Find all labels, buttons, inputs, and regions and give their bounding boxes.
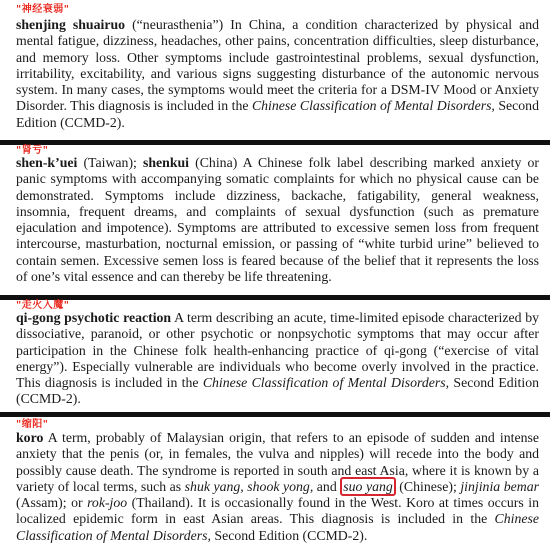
entry-text (16, 430, 539, 544)
entry-body: (Thailand). It is occasionally found in the West. Koro at times occurs in localized epidemic form in east Asian areas. This diagnosis is included in the (16, 495, 539, 527)
entry-text (16, 310, 539, 408)
entry-body: A term, probably of Malaysian origin, that refers to an episode of sudden and intense anxiety that the penis (or, in females, the vulva and nipples) will recede into the body and possibly cause death. The syndrome is reported in south and east Asia, where it is known by a variety of local terms, such as (16, 430, 539, 494)
entry-reference-tail: Second Edition (CCMD-2). (16, 375, 539, 407)
chinese-label: "走火入魔" (16, 300, 70, 311)
entry-body: (Assam); or (16, 495, 88, 511)
entry-reference: Chinese Classification of Mental Disorders, (251, 98, 495, 114)
chinese-label: "缩阳" (16, 419, 49, 430)
entry-gloss: (“neurasthenia”) (125, 17, 231, 32)
entry-term: koro (16, 430, 44, 445)
entry-qi-gong (0, 300, 550, 412)
entry-reference-tail: Second Edition (CCMD-2). (210, 527, 368, 543)
local-term: jinjinia bemar (460, 478, 539, 494)
entry-term-alt: shenkui (143, 155, 190, 170)
entry-reference-tail: Second Edition (CCMD-2). (16, 98, 539, 130)
entry-shenjing-shuairuo (0, 0, 550, 140)
entry-reference: Chinese Classification of Mental Disorders, (202, 375, 450, 391)
entry-body: In China, a condition characterized by physical and mental fatigue, dizziness, headaches, other pains, concentration difficulties, sleep disturbance, and memory loss. Other symptoms include gastrointestinal problems, sexual dysfunction, irritability, excitability, and various signs suggesting disturbance of the autonomic nervous system. In many cases, the symptoms would meet the criteria for a DSM-IV Mood or Anxiety Disorder. This diagnosis is included in the (16, 17, 539, 114)
entry-body: (China) A Chinese folk label describing marked anxiety or panic symptoms with accompanying somatic complaints for which no physical cause can be demonstrated. Symptoms include dizziness, backache, fatigability, general weakness, insomnia, frequent dreams, and complaints of sexual dysfunction (such as premature ejaculation and impotence). Symptoms are attributed to excessive semen loss from frequent intercourse, masturbation, nocturnal emission, or passing of “white turbid urine” believed to contain semen. Excessive semen loss is feared because of the belief that it represents the loss of one’s vital essence and can thereby be life threatening. (16, 155, 540, 285)
entry-body-conj: and (313, 478, 341, 494)
entry-term: shenjing shuairuo (16, 17, 126, 32)
circled-local-term: suo yang (340, 477, 396, 496)
chinese-label: "肾亏" (16, 145, 49, 156)
local-term: rok-joo (87, 495, 128, 511)
entry-body: A term describing an acute, time-limited episode characterized by dissociative, paranoid, or other psychotic or nonpsychotic symptoms that may occur after participation in the Chinese folk health-enhancing practice of qi-gong (“exercise of vital energy”). Especially vulnerable are individuals who become overly involved in the practice. This diagnosis is included in the (16, 310, 539, 391)
entry-region: (Taiwan); (77, 155, 143, 170)
entry-shenkui (0, 145, 550, 295)
entry-body: (Chinese); (395, 478, 461, 494)
entry-term: shen-k’uei (16, 155, 78, 170)
entry-reference: Chinese Classification of Mental Disorders, (16, 511, 539, 543)
entry-term: qi-gong psychotic reaction (16, 310, 172, 325)
entry-text (16, 155, 539, 285)
entry-koro (0, 417, 550, 556)
local-term: shuk yang, shook yong, (184, 478, 314, 494)
entry-text (16, 17, 539, 131)
chinese-label: "神经衰弱" (16, 4, 70, 15)
